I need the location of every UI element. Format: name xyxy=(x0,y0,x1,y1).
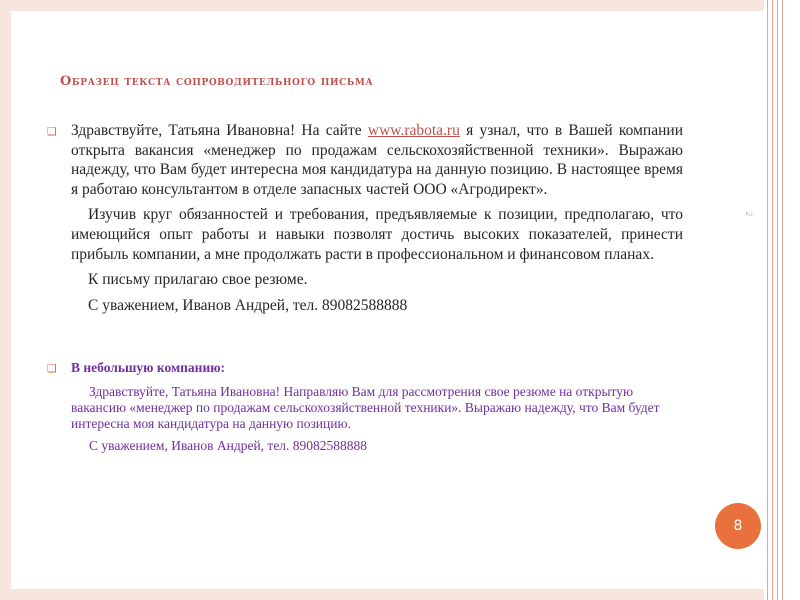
small-paragraph-signature: С уважением, Иванов Андрей, тел. 89082588888 xyxy=(89,438,368,453)
paragraph-resume: К письму прилагаю свое резюме. xyxy=(88,271,308,289)
side-page-number: 2 xyxy=(742,211,753,217)
decor-line xyxy=(772,0,773,600)
hollow-square-bullet-icon: ❑ xyxy=(47,362,57,375)
slide-title: Образец текста сопроводительного письма xyxy=(60,74,374,89)
frame-left-border xyxy=(0,0,11,600)
paragraph-signature: С уважением, Иванов Андрей, тел. 89082588888 xyxy=(88,296,408,314)
paragraph-duties: Изучив круг обязанностей и требования, предъявляемые к позиции, предполагаю, что имеющийся опыт работы и навыки позволят достичь высоких показателей, принести прибыль компании, а мне продолжать расти в профессиональном и финансовом планах. xyxy=(71,206,683,263)
letter-body xyxy=(71,121,683,315)
page-number-badge: 8 xyxy=(715,503,761,549)
decor-line xyxy=(782,0,783,600)
rabota-link[interactable]: www.rabota.ru xyxy=(367,122,460,139)
hollow-square-bullet-icon: ❑ xyxy=(47,125,57,138)
frame-bottom-border xyxy=(0,589,800,600)
small-company-heading: В небольшую компанию: xyxy=(71,360,226,375)
small-letter-body xyxy=(71,384,671,454)
frame-top-border xyxy=(0,0,800,11)
decor-line xyxy=(777,0,778,600)
paragraph-greeting xyxy=(71,121,683,199)
greeting-text: Здравствуйте, Татьяна Ивановна! На сайте xyxy=(71,122,368,139)
decor-line xyxy=(767,0,768,600)
small-paragraph-greeting: Здравствуйте, Татьяна Ивановна! Направляю Вам для рассмотрения свое резюме на открытую вакансию «менеджер по продажам сельскохозяйственной техники». Выражаю надежду, что Вам будет интересна моя кандидатура на данную позицию. xyxy=(71,384,660,431)
greeting-continued-text: я узнал, что в Вашей компании открыта вакансия «менеджер по продажам сельскохозяйственной техники». Выражаю надежду, что Вам будет интересна моя кандидатура на данную позицию. В настоящее время я работаю консультантом в отделе запасных частей ООО «Агродирект». xyxy=(71,122,683,198)
